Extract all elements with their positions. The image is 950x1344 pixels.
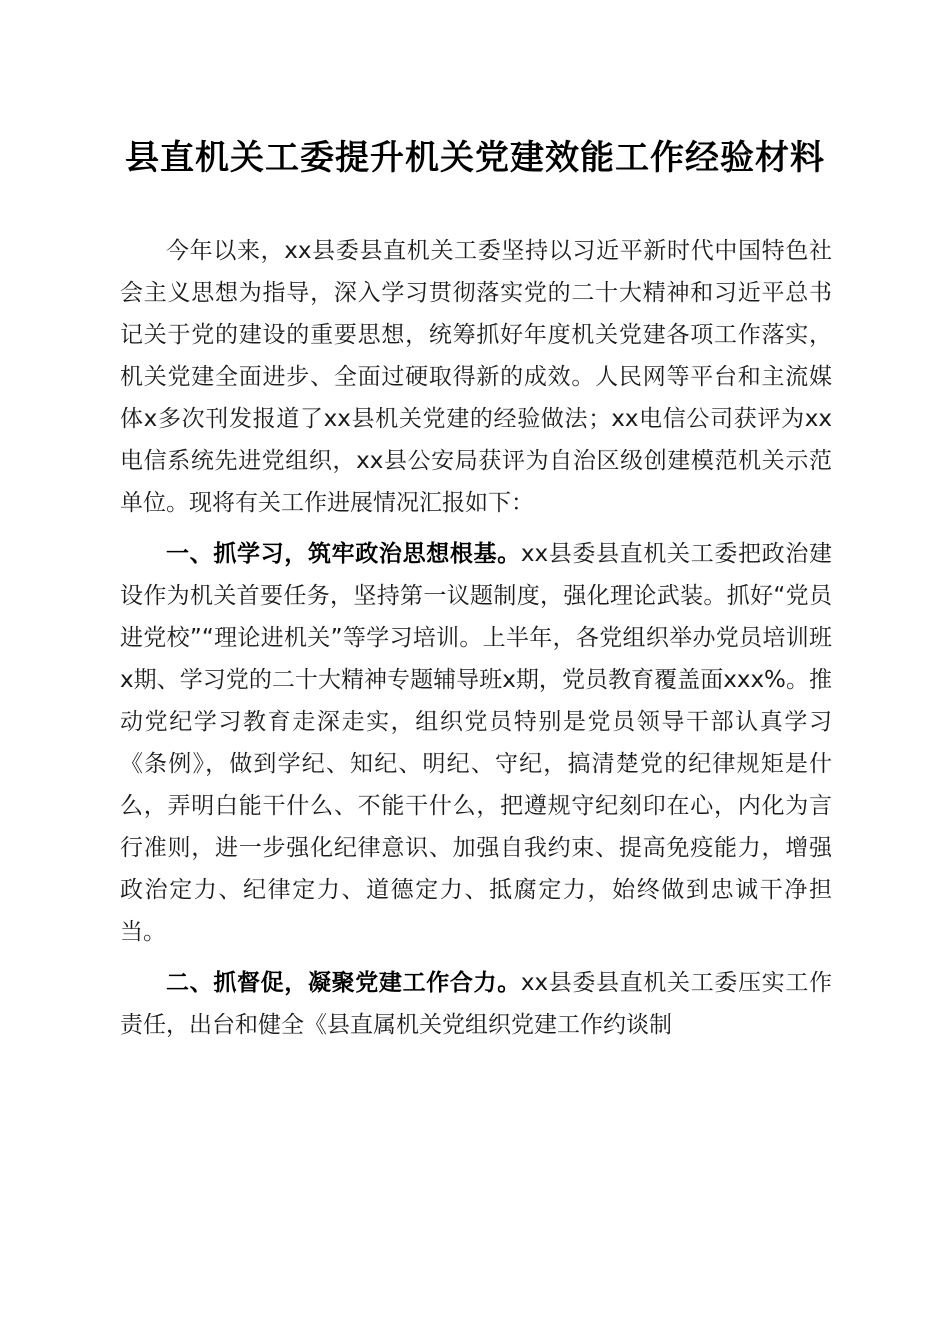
section-heading-1: 一、抓学习，筑牢政治思想根基。: [166, 541, 521, 567]
section-text-2: xx县委县直机关工委压实工作责任，出台和健全《县直属机关党组织党建工作约谈制: [120, 970, 832, 1038]
section-heading-2: 二、抓督促，凝聚党建工作合力。: [166, 970, 521, 996]
section-paragraph-1: [120, 533, 832, 953]
document-body: [120, 230, 832, 1046]
intro-paragraph: 今年以来，xx县委县直机关工委坚持以习近平新时代中国特色社会主义思想为指导，深入学习贯彻落实党的二十大精神和习近平总书记关于党的建设的重要思想，统筹抓好年度机关党建各项工作落实，机关党建全面进步、全面过硬取得新的成效。人民网等平台和主流媒体x多次刊发报道了xx县机关党建的经验做法；xx电信公司获评为xx电信系统先进党组织，xx县公安局获评为自治区级创建模范机关示范单位。现将有关工作进展情况汇报如下：: [120, 238, 832, 516]
section-text-1: xx县委县直机关工委把政治建设作为机关首要任务，坚持第一议题制度，强化理论武装。抓好“党员进党校”“理论进机关”等学习培训。上半年，各党组织举办党员培训班x期、学习党的二十大精神专题辅导班x期，党员教育覆盖面xxx%。推动党纪学习教育走深走实，组织党员特别是党员领导干部认真学习《条例》，做到学纪、知纪、明纪、守纪，搞清楚党的纪律规矩是什么，弄明白能干什么、不能干什么，把遵规守纪刻印在心，内化为言行准则，进一步强化纪律意识、加强自我约束、提高免疫能力，增强政治定力、纪律定力、道德定力、抵腐定力，始终做到忠诚干净担当。: [120, 541, 832, 945]
section-paragraph-2: [120, 962, 832, 1046]
document-title: 县直机关工委提升机关党建效能工作经验材料: [125, 138, 825, 178]
